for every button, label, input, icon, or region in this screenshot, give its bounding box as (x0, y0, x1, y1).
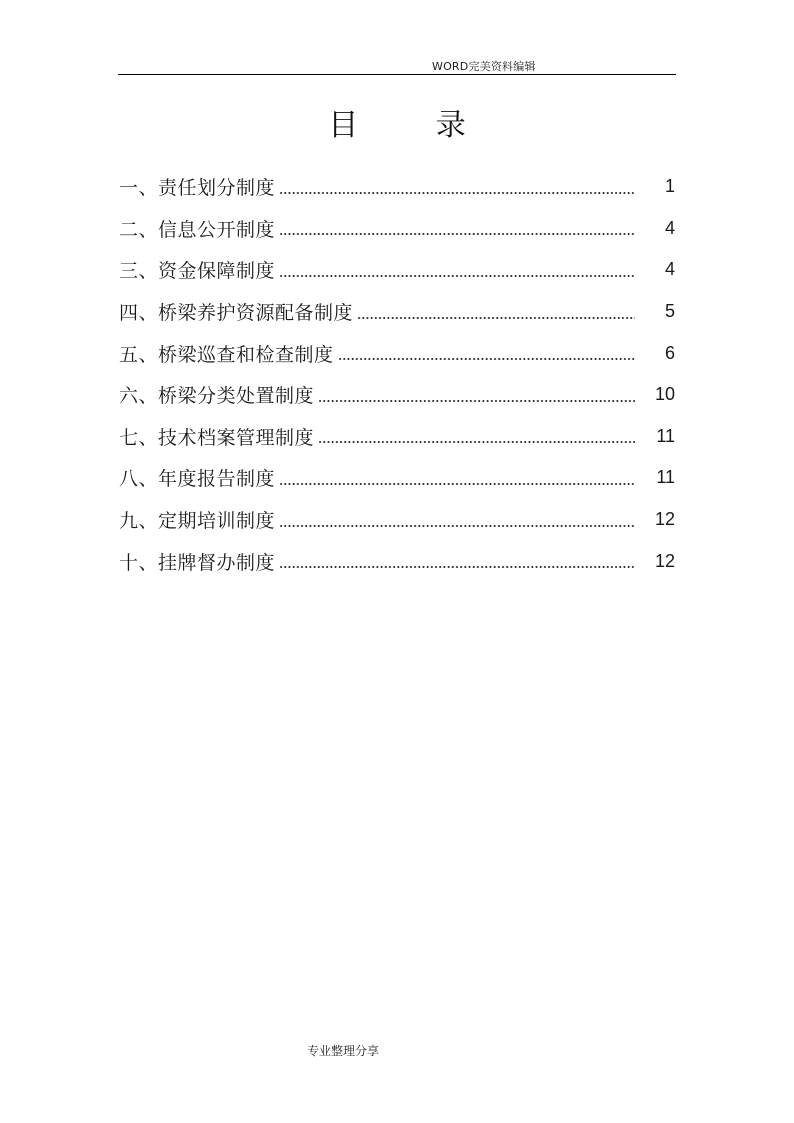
toc-entry-page: 1 (664, 176, 675, 197)
toc-title: 目 录 (328, 108, 500, 143)
toc-entry-page: 4 (664, 217, 675, 238)
toc-entry-page: 12 (654, 550, 675, 571)
toc-entry-label: 九、定期培训制度 (119, 510, 276, 533)
toc-entry-label: 六、桥梁分类处置制度 (119, 385, 315, 408)
header-divider (118, 74, 676, 75)
toc-entry-page: 10 (654, 384, 675, 405)
toc-entry[interactable] (119, 416, 675, 458)
toc-entry-label: 十、挂牌督办制度 (119, 551, 276, 574)
toc-dot-leader (318, 400, 635, 402)
toc-dot-leader (279, 275, 635, 277)
toc-dot-leader (279, 192, 635, 194)
toc-entry-page: 11 (656, 425, 675, 446)
toc-dot-leader (357, 317, 635, 319)
toc-entry[interactable] (119, 540, 675, 582)
toc-dot-leader (279, 525, 635, 527)
toc-entry-label: 五、桥梁巡查和检查制度 (119, 343, 334, 366)
toc-entry-label: 四、桥梁养护资源配备制度 (119, 302, 354, 325)
toc-dot-leader (279, 233, 635, 235)
toc-dot-leader (279, 566, 635, 568)
toc-entry[interactable] (119, 499, 675, 541)
toc-entry-label: 一、责任划分制度 (119, 177, 276, 200)
toc-entry[interactable] (119, 332, 675, 374)
toc-dot-leader (338, 358, 635, 360)
toc-entry[interactable] (119, 249, 675, 291)
toc-dot-leader (279, 483, 635, 485)
toc-entry[interactable] (119, 374, 675, 416)
toc-entry-label: 三、资金保障制度 (119, 260, 276, 283)
toc-list (119, 166, 675, 582)
page-header-text: WORD完美资料编辑 (432, 60, 536, 73)
toc-entry-label: 二、信息公开制度 (119, 218, 276, 241)
toc-entry-page: 5 (664, 301, 675, 322)
page-footer-text: 专业整理分享 (307, 1044, 380, 1058)
toc-entry-page: 4 (664, 259, 675, 280)
toc-entry-page: 11 (656, 467, 675, 488)
toc-entry[interactable] (119, 208, 675, 250)
toc-entry-page: 6 (664, 342, 675, 363)
toc-entry-page: 12 (654, 509, 675, 530)
toc-entry[interactable] (119, 166, 675, 208)
toc-entry[interactable] (119, 457, 675, 499)
toc-entry[interactable] (119, 291, 675, 333)
toc-entry-label: 七、技术档案管理制度 (119, 426, 315, 449)
toc-entry-label: 八、年度报告制度 (119, 468, 276, 491)
toc-dot-leader (318, 441, 635, 443)
